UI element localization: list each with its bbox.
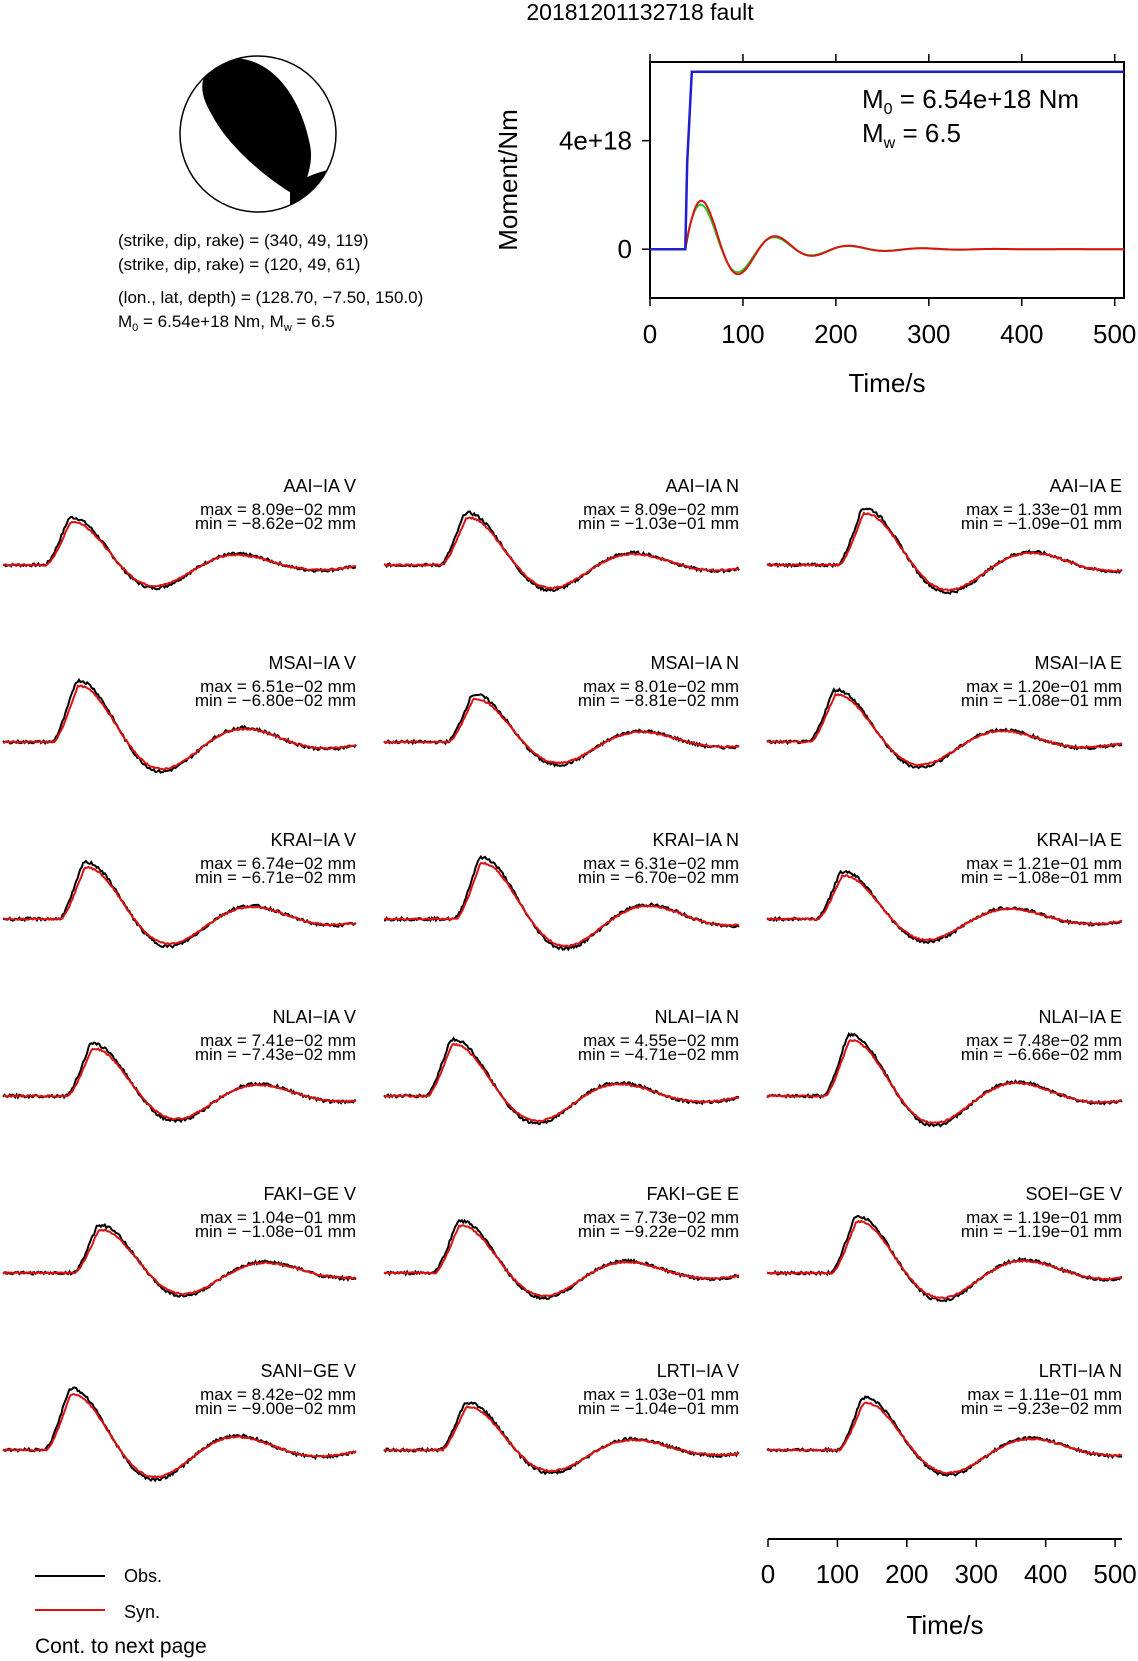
waveform-panel [384,1361,739,1474]
station-max: max = 1.04e−01 mm [200,1208,356,1227]
moment-rate-chart [493,54,1136,398]
station-max: max = 7.73e−02 mm [583,1208,739,1227]
nodal-plane-1: (strike, dip, rake) = (340, 49, 119) [118,231,369,250]
legend [35,1566,207,1658]
moment-mw-annotation: $M_w = 6.5$ [862,118,962,152]
station-label: MSAI−IA N [650,653,739,673]
station-min: min = −8.62e−02 mm [194,514,356,533]
waveform-x-tick-label: 300 [954,1559,998,1589]
station-max: max = 7.41e−02 mm [200,1031,356,1050]
waveform-panel [384,476,739,591]
station-label: NLAI−IA N [654,1007,739,1027]
waveform-panel [3,1361,356,1481]
waveform-panel [767,476,1122,594]
waveform-grid [3,476,1122,1481]
station-label: FAKI−GE E [646,1184,739,1204]
legend-obs-label: Obs. [124,1566,163,1586]
station-label: SANI−GE V [260,1361,356,1381]
station-min: min = −7.43e−02 mm [194,1045,356,1064]
moment-x-axis-label: Time/s [848,368,926,398]
station-max: max = 6.74e−02 mm [200,854,356,873]
station-label: KRAI−IA N [652,830,739,850]
waveform-x-tick-label: 0 [760,1559,776,1589]
moment-magnitude-line: $M_0 = 6.54e+18$ Nm, $M_w = 6.5$ [118,312,335,334]
station-max: max = 1.03e−01 mm [583,1385,739,1404]
moment-x-tick-label: 400 [1000,319,1044,349]
station-min: min = −9.22e−02 mm [577,1222,739,1241]
station-max: max = 1.20e−01 mm [966,677,1122,696]
station-min: min = −8.81e−02 mm [577,691,739,710]
beachball-info [118,231,423,334]
moment-x-tick-label: 100 [721,319,765,349]
waveform-panel [384,653,739,766]
waveform-x-tick-label: 500 [1093,1559,1137,1589]
station-label: KRAI−IA V [270,830,356,850]
waveform-x-axis-label: Time/s [906,1610,984,1640]
waveform-panel [767,653,1122,768]
moment-y-axis-label: Moment/Nm [493,109,523,251]
waveform-panel [767,1361,1122,1476]
station-max: max = 1.11e−01 mm [967,1385,1122,1404]
station-max: max = 6.51e−02 mm [200,677,356,696]
waveform-panel [3,1184,356,1297]
station-min: min = −4.71e−02 mm [577,1045,739,1064]
waveform-x-tick-label: 100 [815,1559,860,1589]
waveform-x-tick-label: 200 [885,1559,929,1589]
station-label: AAI−IA N [665,476,739,496]
station-label: SOEI−GE V [1025,1184,1122,1204]
nodal-plane-2: (strike, dip, rake) = (120, 49, 61) [118,255,361,274]
station-max: max = 8.01e−02 mm [583,677,739,696]
station-label: NLAI−IA V [272,1007,356,1027]
moment-x-tick-label: 300 [907,319,951,349]
station-max: max = 8.09e−02 mm [583,500,739,519]
moment-x-tick-label: 500 [1093,319,1137,349]
station-max: max = 4.55e−02 mm [583,1031,739,1050]
station-min: min = −1.08e−01 mm [194,1222,356,1241]
station-max: max = 8.42e−02 mm [200,1385,356,1404]
station-label: AAI−IA E [1049,476,1122,496]
waveform-panel [767,1184,1122,1301]
station-label: FAKI−GE V [263,1184,356,1204]
station-min: min = −9.23e−02 mm [960,1399,1122,1418]
station-min: min = −1.08e−01 mm [960,868,1122,887]
waveform-panel [767,830,1122,943]
station-min: min = −1.03e−01 mm [577,514,739,533]
station-label: KRAI−IA E [1036,830,1122,850]
waveform-panel [384,1007,739,1124]
station-label: AAI−IA V [283,476,356,496]
station-label: NLAI−IA E [1038,1007,1122,1027]
waveform-panel [3,476,356,589]
station-label: MSAI−IA V [268,653,356,673]
station-min: min = −9.00e−02 mm [194,1399,356,1418]
continue-note: Cont. to next page [35,1635,207,1658]
station-max: max = 1.33e−01 mm [966,500,1122,519]
waveform-panel [384,830,739,950]
hypocenter-location: (lon., lat, depth) = (128.70, −7.50, 150.0) [118,288,424,307]
waveform-panel [3,653,356,773]
station-min: min = −1.19e−01 mm [960,1222,1122,1241]
moment-x-tick-label: 200 [814,319,858,349]
moment-y-tick-label: 4e+18 [558,125,632,156]
waveform-panel [3,1007,356,1122]
station-max: max = 1.21e−01 mm [966,854,1122,873]
moment-m0-annotation: $M_0 = 6.54e+18$ Nm [862,84,1080,118]
station-max: max = 1.19e−01 mm [966,1208,1122,1227]
station-label: MSAI−IA E [1034,653,1122,673]
figure-title: 20181201132718 fault [526,0,754,25]
station-min: min = −6.71e−02 mm [194,868,356,887]
moment-rate-green-curve [650,205,1124,273]
moment-rate-red-curve [650,201,1124,274]
legend-syn-label: Syn. [124,1602,161,1622]
station-label: LRTI−IA V [656,1361,739,1381]
waveform-panel [767,1007,1122,1126]
station-max: max = 6.31e−02 mm [583,854,739,873]
station-min: min = −1.09e−01 mm [960,514,1122,533]
moment-x-tick-label: 0 [642,319,658,349]
waveform-panel [3,830,356,947]
station-min: min = −1.04e−01 mm [577,1399,739,1418]
waveform-time-axis [761,1539,1137,1640]
station-min: min = −6.66e−02 mm [960,1045,1122,1064]
station-label: LRTI−IA N [1038,1361,1122,1381]
waveform-x-tick-label: 400 [1023,1559,1068,1589]
station-max: max = 7.48e−02 mm [966,1031,1122,1050]
station-min: min = −6.70e−02 mm [577,868,739,887]
station-max: max = 8.09e−02 mm [200,500,356,519]
moment-y-tick-label: 0 [617,234,632,265]
station-min: min = −1.08e−01 mm [960,691,1122,710]
station-min: min = −6.80e−02 mm [194,691,356,710]
waveform-panel [384,1184,739,1299]
beachball [180,56,340,240]
